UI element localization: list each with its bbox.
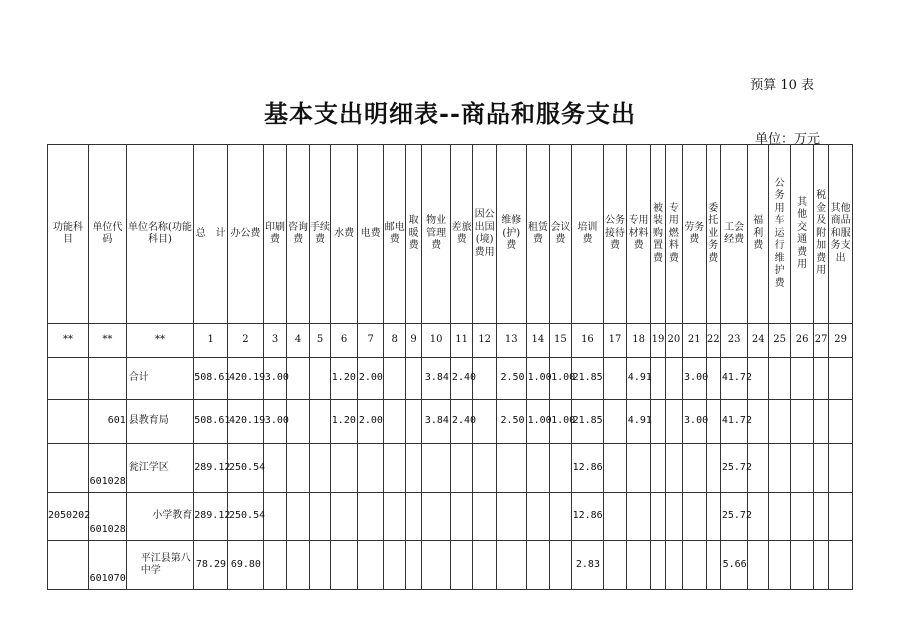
column-number: 25: [768, 324, 791, 358]
column-header-text: 办公费: [230, 227, 261, 239]
column-number: 11: [450, 324, 473, 358]
column-number: 23: [720, 324, 748, 358]
office-cell: 420.19: [228, 358, 264, 400]
column-header: [706, 145, 720, 324]
column-header: [665, 145, 682, 324]
column-number: 6: [331, 324, 358, 358]
office-cell: 420.19: [228, 400, 264, 444]
total-cell: 289.12: [194, 493, 228, 541]
column-header-text: 总 计: [195, 227, 226, 239]
union-cell: 41.72: [720, 400, 748, 444]
unit-code-cell: 601: [88, 400, 126, 444]
unit-name-cell: 县教育局: [126, 400, 194, 444]
column-header: [791, 145, 814, 324]
column-header: [720, 145, 748, 324]
column-header: [571, 145, 604, 324]
material-cell: 4.91: [626, 400, 651, 444]
column-header-text: 咨询 费: [288, 221, 309, 245]
column-number: 1: [194, 324, 228, 358]
column-number: **: [48, 324, 89, 358]
column-header: [126, 145, 194, 324]
column-number: 14: [526, 324, 550, 358]
column-header-text: 会议 费: [550, 221, 571, 245]
column-header: [357, 145, 384, 324]
column-header-text: 印刷 费: [265, 221, 286, 245]
training-cell: 2.83: [571, 541, 604, 590]
electricity-cell: 2.00: [357, 400, 384, 444]
column-number: 22: [706, 324, 720, 358]
unit-name-cell: 合计: [126, 358, 194, 400]
column-header: [287, 145, 310, 324]
column-header-text: 培训 费: [577, 221, 598, 245]
function-code-cell: [48, 400, 89, 444]
training-cell: 12.86: [571, 444, 604, 493]
column-header-text: 维修 (护) 费: [501, 215, 522, 252]
column-number: 18: [626, 324, 651, 358]
column-number: **: [126, 324, 194, 358]
column-number: 16: [571, 324, 604, 358]
column-header-text: 专 用 燃 料 费: [668, 202, 679, 264]
column-header-text: 税 金 及 附 加 费 用: [816, 190, 827, 277]
union-cell: 41.72: [720, 358, 748, 400]
table-row: [48, 493, 853, 541]
column-header: [384, 145, 405, 324]
print-cell: 3.00: [263, 400, 287, 444]
unit-name-cell: 平江县第八中学: [126, 541, 194, 590]
column-header: [331, 145, 358, 324]
column-number: 13: [496, 324, 526, 358]
column-header: [829, 145, 853, 324]
column-header-text: 水费: [334, 227, 355, 239]
travel-cell: 2.40: [450, 400, 473, 444]
column-number: 21: [683, 324, 707, 358]
meeting-cell: 1.00: [550, 358, 571, 400]
training-cell: 12.86: [571, 493, 604, 541]
column-header-text: 租赁 费: [527, 221, 548, 245]
office-cell: 250.54: [228, 493, 264, 541]
column-number: 24: [748, 324, 768, 358]
total-cell: 78.29: [194, 541, 228, 590]
repair-cell: 2.50: [496, 400, 526, 444]
function-code-cell: [48, 444, 89, 493]
unit-code-cell: 601028: [88, 493, 126, 541]
column-header: [228, 145, 264, 324]
column-number: 27: [813, 324, 828, 358]
column-header: [450, 145, 473, 324]
column-header: [651, 145, 665, 324]
unit-code-cell: 601070: [88, 541, 126, 590]
material-cell: 4.91: [626, 358, 651, 400]
column-number: 8: [384, 324, 405, 358]
column-number: 20: [665, 324, 682, 358]
column-header-text: 单位代 码: [92, 221, 123, 245]
travel-cell: 2.40: [450, 358, 473, 400]
column-header-text: 其 他 交 通 费 用: [797, 196, 808, 270]
column-header-text: 功能科 目: [52, 221, 83, 245]
column-header: [194, 145, 228, 324]
water-cell: 1.20: [331, 400, 358, 444]
column-number: 19: [651, 324, 665, 358]
column-header-text: 邮电 费: [384, 221, 405, 245]
column-header: [683, 145, 707, 324]
office-cell: 69.80: [228, 541, 264, 590]
total-cell: 508.61: [194, 358, 228, 400]
column-number: 5: [309, 324, 330, 358]
column-header-text: 公 务 用 车 运 行 维 护 费: [774, 177, 785, 289]
union-cell: 25.72: [720, 493, 748, 541]
column-header-text: 取 暖 费: [408, 215, 419, 252]
expense-table: [47, 144, 853, 590]
training-cell: 21.85: [571, 358, 604, 400]
electricity-cell: 2.00: [357, 358, 384, 400]
unit-name-cell: 小学教育: [126, 493, 194, 541]
column-header: [604, 145, 627, 324]
column-number: **: [88, 324, 126, 358]
function-code-cell: [48, 358, 89, 400]
column-number: 3: [263, 324, 287, 358]
column-header-text: 电费: [360, 227, 381, 239]
column-number: 26: [791, 324, 814, 358]
total-cell: 289.12: [194, 444, 228, 493]
column-header: [473, 145, 497, 324]
office-cell: 250.54: [228, 444, 264, 493]
column-header-text: 工会 经费: [724, 221, 745, 245]
column-number: 10: [422, 324, 451, 358]
column-number: 9: [405, 324, 421, 358]
column-header: [496, 145, 526, 324]
header-row: [48, 145, 853, 324]
column-header-text: 差旅 费: [451, 221, 472, 245]
column-header: [405, 145, 421, 324]
column-header: [813, 145, 828, 324]
property-cell: 3.84: [422, 358, 451, 400]
column-number-row: [48, 324, 853, 358]
table-row: [48, 444, 853, 493]
unit-code-cell: [88, 358, 126, 400]
union-cell: 5.66: [720, 541, 748, 590]
page-title: 基本支出明细表--商品和服务支出: [264, 99, 636, 128]
column-header-text: 因公 出国 (境) 费用: [474, 209, 495, 258]
table-row: [48, 400, 853, 444]
labor-cell: 3.00: [683, 358, 707, 400]
column-header: [626, 145, 651, 324]
column-header: [48, 145, 89, 324]
column-header: [263, 145, 287, 324]
table-number: 预算 10 表: [750, 78, 814, 93]
column-header-text: 物业 管理 费: [426, 215, 447, 252]
column-header: [550, 145, 571, 324]
water-cell: 1.20: [331, 358, 358, 400]
column-header-text: 劳务 费: [684, 221, 705, 245]
column-header: [309, 145, 330, 324]
unit-code-cell: 601028: [88, 444, 126, 493]
union-cell: 25.72: [720, 444, 748, 493]
training-cell: 21.85: [571, 400, 604, 444]
unit-label: 单位：万元: [754, 132, 820, 147]
column-number: 17: [604, 324, 627, 358]
column-header-text: 公务 接待 费: [605, 215, 626, 252]
property-cell: 3.84: [422, 400, 451, 444]
column-header-text: 手续 费: [310, 221, 331, 245]
column-header-text: 专用 材料 费: [628, 215, 649, 252]
column-number: 29: [829, 324, 853, 358]
column-number: 12: [473, 324, 497, 358]
column-header: [88, 145, 126, 324]
column-header-text: 被 装 购 置 费: [653, 202, 663, 264]
column-header-text: 福利 费: [753, 215, 764, 252]
repair-cell: 2.50: [496, 358, 526, 400]
function-code-cell: 2050202: [48, 493, 89, 541]
column-number: 7: [357, 324, 384, 358]
column-header: [768, 145, 791, 324]
column-header-text: 单位名称(功能 科目): [128, 221, 192, 245]
column-header: [748, 145, 768, 324]
column-header-text: 其他 商品 和服 务支 出: [830, 202, 851, 264]
unit-name-cell: 瓮江学区: [126, 444, 194, 493]
table-row: [48, 541, 853, 590]
column-number: 2: [228, 324, 264, 358]
column-header: [422, 145, 451, 324]
total-cell: 508.61: [194, 400, 228, 444]
rent-cell: 1.00: [526, 358, 550, 400]
column-number: 15: [550, 324, 571, 358]
rent-cell: 1.00: [526, 400, 550, 444]
column-number: 4: [287, 324, 310, 358]
labor-cell: 3.00: [683, 400, 707, 444]
column-header: [526, 145, 550, 324]
column-header-text: 委 托 业 务 费: [708, 202, 719, 264]
meeting-cell: 1.00: [550, 400, 571, 444]
print-cell: 3.00: [263, 358, 287, 400]
function-code-cell: [48, 541, 89, 590]
table-row: [48, 358, 853, 400]
